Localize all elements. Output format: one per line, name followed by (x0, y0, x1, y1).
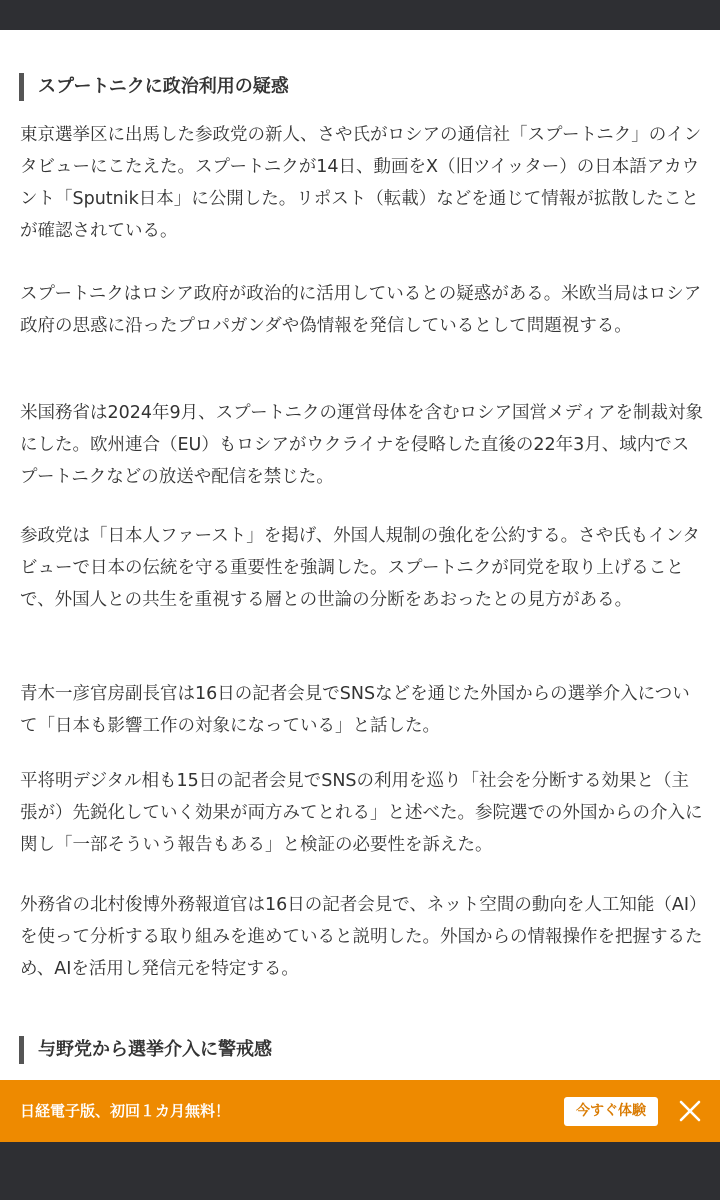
article-paragraph: スプートニクはロシア政府が政治的に活用しているとの疑惑がある。米欧当局はロシア政府の思惑に沿ったプロパガンダや偽情報を発信しているとして問題視する。 (20, 284, 702, 336)
article-paragraph: 米国務省は2024年9月、スプートニクの運営母体を含むロシア国営メディアを制裁対象にした。欧州連合（EU）もロシアがウクライナを侵略した直後の22年3月、域内でスプートニクなどの放送や配信を禁じた。 (20, 403, 704, 487)
subscription-banner (0, 1080, 720, 1142)
section-heading-sputnik: スプートニクに政治利用の疑惑 (19, 73, 289, 101)
section-heading-election-interference: 与野党から選挙介入に警戒感 (19, 1036, 272, 1064)
article-paragraph: 青木一彦官房副長官は16日の記者会見でSNSなどを通じた外国からの選挙介入について「日本も影響工作の対象になっている」と話した。 (20, 684, 690, 736)
article-body (0, 30, 720, 1080)
close-icon[interactable] (676, 1097, 704, 1125)
banner-promo-text[interactable]: 日経電子版、初回１カ月無料！ (20, 1102, 231, 1120)
top-status-bar (0, 0, 720, 30)
article-paragraph: 外務省の北村俊博外務報道官は16日の記者会見で、ネット空間の動向を人工知能（AI）を使って分析する取り組みを進めていると説明した。外国からの情報操作を把握するため、AIを活用し発信元を特定する。 (20, 895, 703, 979)
article-paragraph: 参政党は「日本人ファースト」を掲げ、外国人規制の強化を公約する。さや氏もインタビューで日本の伝統を守る重要性を強調した。スプートニクが同党を取り上げることで、外国人との共生を重視する層との世論の分断をあおったとの見方がある。 (20, 526, 700, 610)
article-paragraph: 東京選挙区に出馬した参政党の新人、さや氏がロシアの通信社「スプートニク」のインタビューにこたえた。スプートニクが14日、動画をX（旧ツイッター）の日本語アカウント「Sputnik日本」に公開した。リポスト（転載）などを通じて情報が拡散したことが確認されている。 (20, 125, 702, 241)
article-paragraph: 平将明デジタル相も15日の記者会見でSNSの利用を巡り「社会を分断する効果と（主張が）先鋭化していく効果が両方みてとれる」と述べた。参院選での外国からの介入に関し「一部そういう報告もある」と検証の必要性を訴えた。 (20, 771, 703, 855)
bottom-navigation-bar (0, 1142, 720, 1200)
try-now-button[interactable]: 今すぐ体験 (564, 1097, 658, 1126)
close-icon-glyph (676, 1097, 704, 1125)
